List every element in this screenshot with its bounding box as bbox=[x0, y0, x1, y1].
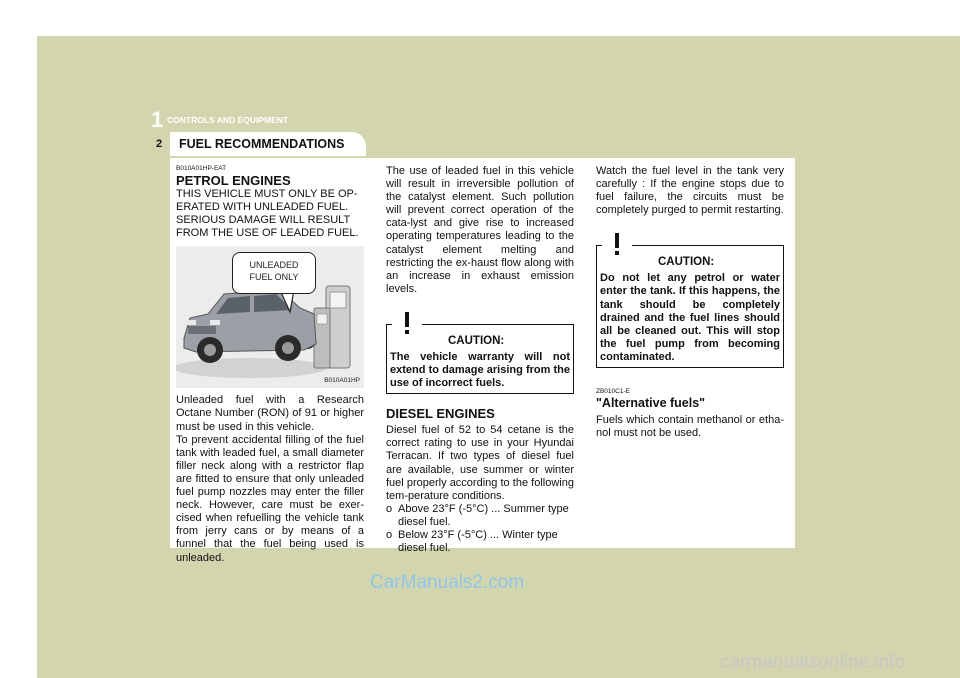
section-code: ZB010C1-E bbox=[596, 388, 630, 396]
caution-box-warranty bbox=[386, 324, 574, 394]
carmanuals-watermark: CarManuals2.com bbox=[370, 572, 525, 593]
unleaded-fuel-illustration bbox=[176, 246, 364, 388]
speech-bubble bbox=[232, 252, 316, 294]
unleaded-warning-text: THIS VEHICLE MUST ONLY BE OP- ERATED WITH UNLEADED FUEL. SERIOUS DAMAGE WILL RESULT FROM THE USE OF LEADED FUEL. bbox=[176, 188, 359, 240]
section-title: FUEL RECOMMENDATIONS bbox=[170, 132, 366, 156]
caution-contamination-text: Do not let any petrol or water enter the tank. If this happens, the tank should be completely drained and the fuel lines should all be cleaned out. This will stop the fuel pump from becoming contaminated. bbox=[600, 272, 780, 363]
diesel-temperature-list bbox=[386, 503, 574, 555]
warning-exclamation-icon bbox=[602, 228, 632, 258]
alternative-fuels-body: Fuels which contain methanol or etha-nol must not be used. bbox=[596, 414, 784, 440]
bullet-text-summer: Above 23°F (-5°C) ... Summer type diesel fuel. bbox=[398, 502, 569, 528]
list-item bbox=[386, 529, 574, 555]
fuel-level-text: Watch the fuel level in the tank very carefully : If the engine stops due to fuel failure, the circuits must be completely purged to permit restarting. bbox=[596, 165, 784, 217]
petrol-engines-heading: PETROL ENGINES bbox=[176, 173, 291, 188]
column-catalyst-diesel bbox=[386, 165, 574, 555]
section-header bbox=[140, 130, 370, 158]
warning-exclamation-icon bbox=[392, 307, 422, 337]
footer-watermark: carmanualsonline.info bbox=[720, 652, 905, 673]
list-item bbox=[386, 503, 574, 529]
column-fuel-level-alternative bbox=[596, 165, 784, 440]
leaded-fuel-catalyst-text: The use of leaded fuel in this vehicle will result in irreversible pollution of the catalyst element. Such pollution will prevent correct operation of the cata-lyst and give rise to increased operating temperatures leading to the catalyst element melting and restricting the ex-haust flow along with an increase in exhaust emission levels. bbox=[386, 165, 574, 295]
caution-warranty-text: The vehicle warranty will not extend to damage arising from the use of incorrect fuels. bbox=[390, 350, 570, 390]
diesel-engines-heading: DIESEL ENGINES bbox=[386, 406, 495, 422]
unleaded-fuel-only-label: UNLEADED FUEL ONLY bbox=[249, 260, 299, 283]
bullet-mark: o bbox=[386, 502, 393, 515]
chapter-title: CONTROLS AND EQUIPMENT bbox=[167, 115, 289, 125]
diesel-fuel-body: Diesel fuel of 52 to 54 cetane is the correct rating to use in your Hyundai Terracan. If two types of diesel fuel are available, use summer or winter fuel properly according to the following tem-perature conditions. bbox=[386, 424, 574, 502]
bullet-text-winter: Below 23°F (-5°C) ... Winter type diesel fuel. bbox=[398, 528, 558, 555]
caution-title: CAUTION: bbox=[658, 256, 715, 269]
chapter-number: 1 bbox=[151, 107, 164, 132]
caution-title: CAUTION: bbox=[448, 334, 505, 347]
illustration-code: B010A01HP bbox=[324, 377, 360, 385]
alternative-fuels-heading: "Alternative fuels" bbox=[596, 396, 706, 411]
bullet-mark: o bbox=[386, 528, 393, 541]
caution-box-contamination bbox=[596, 245, 784, 368]
column-petrol-engines bbox=[176, 165, 364, 565]
unleaded-fuel-body: Unleaded fuel with a Research Octane Number (RON) of 91 or higher must be used in this vehicle. To prevent accidental filling of the fuel tank with leaded fuel, a small diameter filler neck along with a restrictor flap are fitted to ensure that only unleaded fuel pump nozzles may enter the filler neck. However, care must be exer-cised when refuelling the vehicle tank from jerry cans or by means of a funnel that the fuel being used is unleaded. bbox=[176, 394, 364, 564]
section-code: B010A01HP-EAT bbox=[176, 165, 227, 172]
page-number: 2 bbox=[156, 138, 163, 150]
